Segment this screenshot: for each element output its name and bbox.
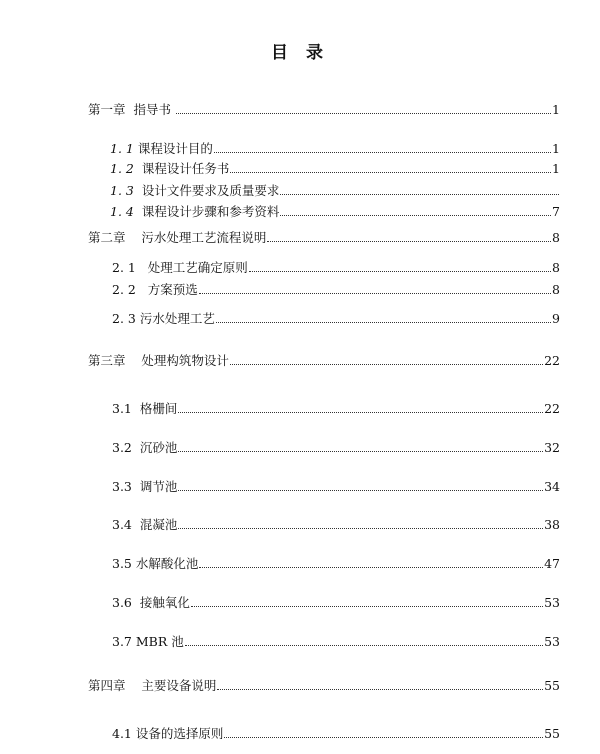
toc-entry-page: 8 [552, 260, 560, 275]
toc-entry-text: 污水处理工艺 [139, 311, 215, 326]
toc-entry-page: 1 [552, 141, 560, 156]
toc-entry-label [112, 479, 177, 495]
toc-entry-number: 3.2 [112, 440, 132, 455]
dot-leader [199, 567, 543, 568]
toc-entry-label [112, 282, 198, 298]
toc-entry-text: 接触氧化 [139, 595, 190, 610]
toc-entry[interactable] [110, 141, 560, 157]
toc-entry-number: 4.1 [112, 726, 132, 741]
dot-leader [267, 241, 551, 242]
toc-entry[interactable] [88, 230, 560, 246]
toc-entry[interactable] [112, 282, 560, 298]
toc-entry-number: 3.7 [112, 634, 132, 649]
toc-entry-text: 设备的选择原则 [135, 726, 224, 741]
toc-entry-number: 2. 2 [112, 282, 136, 297]
toc-entry-page: 55 [544, 678, 560, 693]
dot-leader [185, 645, 543, 646]
toc-entry-text: 处理工艺确定原则 [147, 260, 248, 275]
toc-entry[interactable] [110, 183, 560, 199]
toc-entry-page: 1 [552, 102, 560, 117]
toc-entry-page: 22 [544, 401, 560, 416]
toc-entry[interactable] [112, 595, 560, 611]
toc-entry-page: 38 [544, 517, 560, 532]
toc-entry-label [112, 595, 190, 611]
toc-entry-number: 3.1 [112, 401, 132, 416]
dot-leader [280, 194, 559, 195]
toc-entry-label [88, 678, 216, 694]
toc-entry-text: 指导书 [133, 102, 175, 117]
toc-entry-label [110, 141, 213, 157]
toc-entry-number: 3.6 [112, 595, 132, 610]
toc-entry-number: 3.4 [112, 517, 132, 532]
toc-entry[interactable] [112, 726, 560, 742]
toc-entry-label [112, 634, 184, 650]
toc-entry[interactable] [88, 678, 560, 694]
toc-entry-label [112, 260, 248, 276]
toc-entry-number: 3.3 [112, 479, 132, 494]
toc-entry[interactable] [112, 634, 560, 650]
toc-entry-label [110, 183, 279, 199]
toc-entry-label [112, 440, 177, 456]
toc-entry-label [88, 230, 266, 246]
toc-entry-page: 32 [544, 440, 560, 455]
toc-entry-number: 1. 4 [110, 204, 134, 219]
dot-leader [178, 490, 543, 491]
toc-entry-page: 8 [552, 230, 560, 245]
dot-leader [280, 215, 551, 216]
toc-entry-label [112, 401, 177, 417]
toc-entry[interactable] [112, 479, 560, 495]
toc-entry-text: 格栅间 [139, 401, 178, 416]
toc-entry-text: MBR 池 [135, 634, 184, 649]
toc-entry-page: 34 [544, 479, 560, 494]
toc-entry-page: 47 [544, 556, 560, 571]
dot-leader [230, 364, 543, 365]
toc-entry-page: 53 [544, 634, 560, 649]
toc-entry[interactable] [88, 353, 560, 369]
toc-entry-number: 1. 3 [110, 183, 134, 198]
toc-entry-label [112, 311, 215, 327]
toc-entry-number: 1. 2 [110, 161, 134, 176]
toc-entry-text: 主要设备说明 [141, 678, 217, 693]
toc-entry-label [110, 204, 279, 220]
dot-leader [224, 737, 543, 738]
toc-entry-page: 8 [552, 282, 560, 297]
toc-entry[interactable] [88, 102, 560, 118]
dot-leader [178, 412, 543, 413]
toc-entry-text: 方案预选 [147, 282, 198, 297]
toc-entry[interactable] [110, 161, 560, 177]
toc-entry-number: 第二章 [88, 230, 126, 245]
toc-entry-number: 1. 1 [110, 141, 134, 156]
toc-entry-page: 55 [544, 726, 560, 741]
toc-entry[interactable] [112, 311, 560, 327]
toc-entry-text: 调节池 [139, 479, 178, 494]
toc-entry-number: 2. 3 [112, 311, 136, 326]
dot-leader [176, 113, 551, 114]
dot-leader [178, 528, 543, 529]
toc-entry-text: 沉砂池 [139, 440, 178, 455]
toc-entry-number: 3.5 [112, 556, 132, 571]
toc-entry-number: 2. 1 [112, 260, 136, 275]
toc-entry-number: 第四章 [88, 678, 126, 693]
dot-leader [249, 271, 551, 272]
dot-leader [230, 172, 551, 173]
toc-entry[interactable] [112, 260, 560, 276]
toc-entry-number: 第三章 [88, 353, 126, 368]
toc-entry-label [88, 102, 175, 118]
toc-entry-label [112, 517, 177, 533]
toc-entry-page: 9 [552, 311, 560, 326]
toc-entry-label [88, 353, 229, 369]
toc-title: 目 录 [271, 43, 329, 63]
toc-entry-page: 1 [552, 161, 560, 176]
toc-entry-label [112, 726, 223, 742]
toc-entry-text: 课程设计目的 [137, 141, 213, 156]
dot-leader [216, 322, 551, 323]
dot-leader [214, 152, 551, 153]
toc-entry-text: 处理构筑物设计 [141, 353, 229, 368]
toc-entry-page: 7 [552, 204, 560, 219]
toc-entry[interactable] [112, 517, 560, 533]
toc-entry[interactable] [112, 556, 560, 572]
toc-entry-page: 22 [544, 353, 560, 368]
toc-entry-label [112, 556, 198, 572]
toc-entry[interactable] [112, 440, 560, 456]
toc-entry-text: 课程设计步骤和参考资料 [141, 204, 280, 219]
toc-entry-text: 污水处理工艺流程说明 [141, 230, 267, 245]
dot-leader [199, 293, 551, 294]
toc-entry-text: 课程设计任务书 [141, 161, 230, 176]
toc-entry-text: 混凝池 [139, 517, 178, 532]
dot-leader [191, 606, 543, 607]
toc-entry-label [110, 161, 229, 177]
toc-entry[interactable] [110, 204, 560, 220]
toc-entry-page: 53 [544, 595, 560, 610]
dot-leader [178, 451, 543, 452]
toc-entry[interactable] [112, 401, 560, 417]
toc-entry-text: 设计文件要求及质量要求 [141, 183, 280, 198]
dot-leader [217, 689, 543, 690]
toc-entry-number: 第一章 [88, 102, 126, 117]
toc-entry-text: 水解酸化池 [135, 556, 199, 571]
